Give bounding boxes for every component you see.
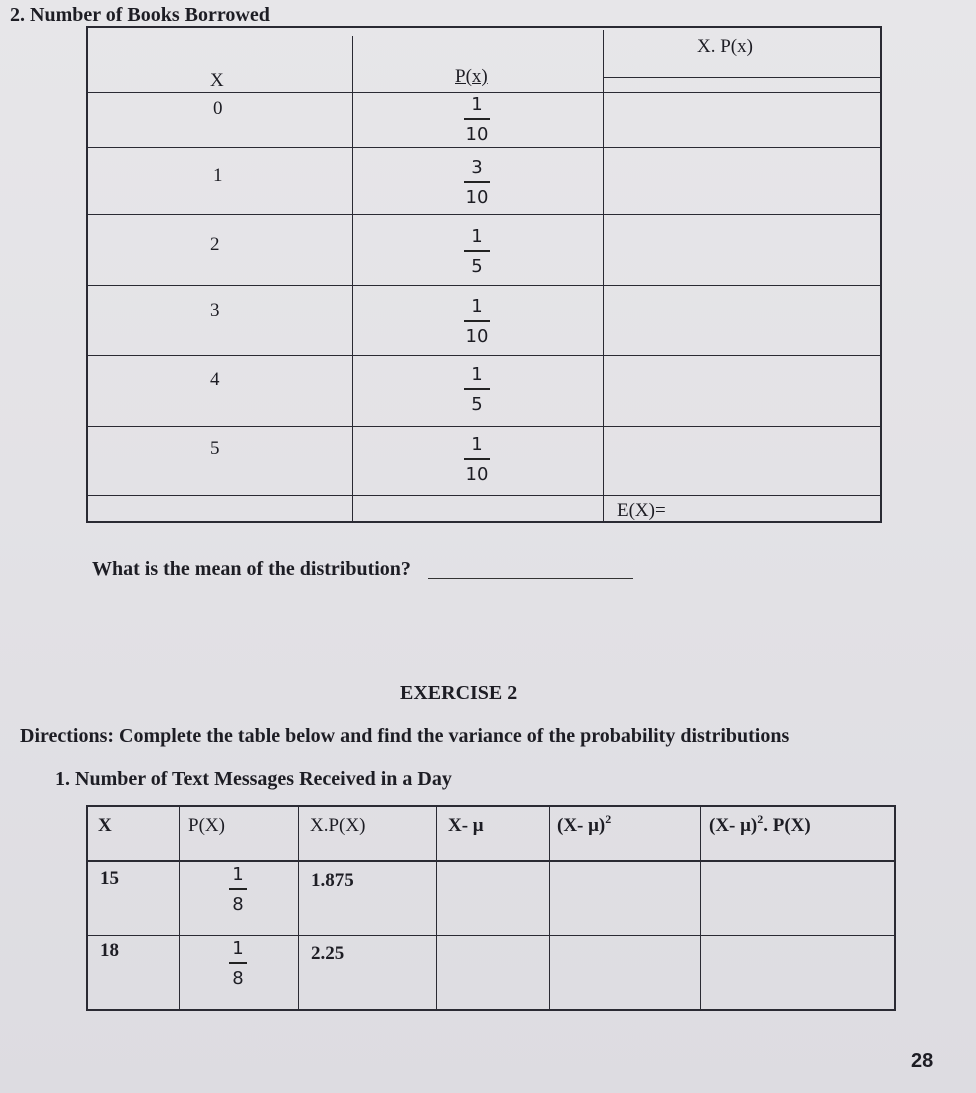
row-x-value: 0 — [213, 98, 223, 119]
row-x-value: 3 — [210, 300, 220, 321]
probability-fraction: 1 8 — [218, 940, 258, 988]
probability-fraction: 1 5 — [457, 366, 497, 414]
header-x-minus-mu: X- μ — [448, 815, 484, 836]
header-xpx: X.P(X) — [310, 815, 366, 836]
probability-fraction: 1 10 — [465, 296, 489, 347]
page-number: 28 — [911, 1050, 934, 1072]
probability-fraction: 3 10 — [465, 157, 489, 208]
exercise-title: EXERCISE 2 — [400, 682, 518, 704]
header-px: P(x) — [455, 66, 488, 87]
item-title: 1. Number of Text Messages Received in a Day — [55, 768, 452, 790]
header-x-minus-mu-squared: (X- μ)$^2$ — [557, 812, 612, 836]
mean-question: What is the mean of the distribution? — [92, 558, 411, 580]
directions-text: Directions: Complete the table below and find the variance of the probability distributions — [20, 725, 790, 747]
row-x-value: 15 — [100, 868, 119, 889]
row-x-value: 18 — [100, 940, 119, 961]
row-x-value: 1 — [213, 165, 223, 186]
row-xpx-value: 1.875 — [311, 870, 354, 891]
header-x: X — [98, 815, 112, 836]
expected-value-label: E(X)= — [617, 500, 666, 521]
header-x: X — [210, 70, 224, 91]
section-title: 2. Number of Books Borrowed — [10, 4, 270, 26]
header-xpx: X. P(x) — [697, 36, 753, 57]
probability-fraction: 1 8 — [218, 866, 258, 914]
probability-fraction: 1 5 — [457, 228, 497, 276]
row-x-value: 5 — [210, 438, 220, 459]
header-weighted-squared-deviation: (X- μ)$^2$. P(X) — [709, 812, 811, 836]
row-x-value: 2 — [210, 234, 220, 255]
row-xpx-value: 2.25 — [311, 943, 345, 964]
answer-blank[interactable] — [428, 578, 633, 579]
header-px: P(X) — [188, 815, 225, 836]
probability-fraction: 1 10 — [465, 434, 489, 485]
probability-fraction: 1 10 — [465, 94, 489, 145]
row-x-value: 4 — [210, 369, 220, 390]
